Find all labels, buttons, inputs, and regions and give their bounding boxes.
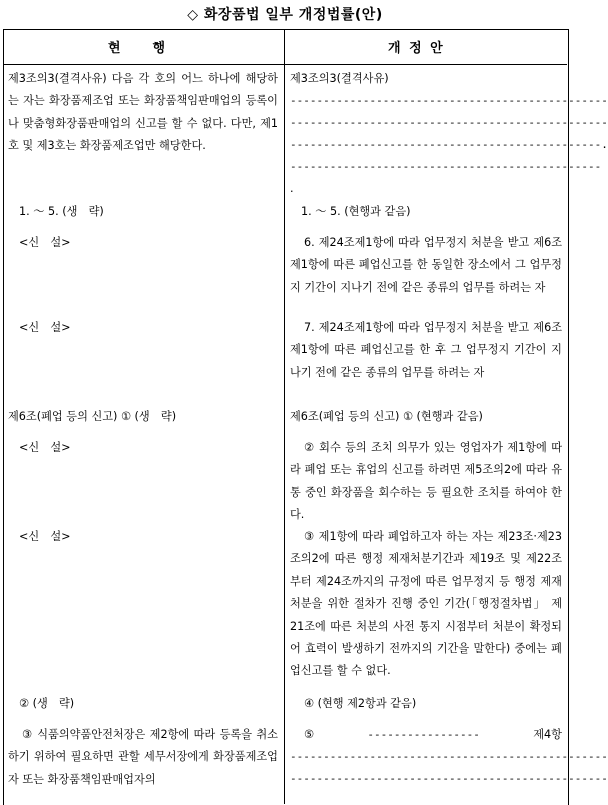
header-divider bbox=[3, 64, 567, 65]
art3-proposed bbox=[290, 68, 608, 201]
dash-line: ----------------------------------------------- bbox=[290, 160, 602, 174]
new-label: <신 설> bbox=[19, 236, 71, 249]
art6-5-number: ⑤ bbox=[304, 728, 315, 741]
items1to5-proposed: 1. ～ 5. (현행과 같음) bbox=[301, 205, 411, 218]
header-current: 현 행 bbox=[108, 41, 168, 56]
dash-line: ------------------------------------------------ bbox=[290, 94, 608, 108]
art6-proposed: 제6조(폐업 등의 신고) ① (현행과 같음) bbox=[290, 410, 483, 423]
new-label: <신 설> bbox=[19, 321, 71, 334]
header-proposed: 개 정 안 bbox=[388, 41, 445, 56]
new-label: <신 설> bbox=[19, 530, 71, 543]
page-title: ◇ 화장품법 일부 개정법률(안) bbox=[187, 7, 383, 23]
art6-3-current: ③ 식품의약품안전처장은 제2항에 따라 등록을 취소하기 위하여 필요하면 관할 세무서장에게 화장품제조업자 또는 화장품책임판매업자의 bbox=[8, 728, 278, 786]
art6-3-proposed: ③ 제1항에 따라 폐업하고자 하는 자는 제23조·제23조의2에 따른 행정 제재처분기간과 제19조 및 제22조부터 제24조까지의 규정에 따른 업무정지 등 행정 제재처분을 위한 절차가 진행 중인 기간(「행정절차법」 제21조에 따른 처분의 사전 통지 시점부터 처분이 확정되어 효력이 발생하기 전까지의 기간을 말한다) 중에는 폐업신고를 할 수 없다. bbox=[290, 530, 562, 678]
item7-proposed: 7. 제24조제1항에 따라 업무정지 처분을 받고 제6조제1항에 따른 폐업신고를 한 후 그 업무정지 기간이 지나기 전에 같은 종류의 업무를 하려는 자 bbox=[290, 321, 562, 379]
art6-4-proposed: ④ (현행 제2항과 같음) bbox=[304, 697, 417, 710]
art3-current-text: 제3조의3(결격사유) 다음 각 호의 어느 하나에 해당하는 자는 화장품제조업 또는 화장품책임판매업의 등록이나 맞춤형화장품판매업의 신고를 할 수 없다. 다만, 제1호 및 제3호는 화장품제조업만 해당한다. bbox=[8, 72, 278, 153]
art3-proposed-heading: 제3조의3(결격사유) bbox=[290, 72, 389, 85]
dash-line: ----------------- bbox=[367, 728, 480, 741]
dash-line: ------------------------------------------------ bbox=[290, 116, 608, 130]
dash-line: ------------------------------------------------ bbox=[290, 750, 608, 764]
art6-current: 제6조(폐업 등의 신고) ① (생 략) bbox=[8, 410, 177, 423]
art6-5-first-line bbox=[290, 724, 562, 746]
art6-2-current: ② (생 략) bbox=[19, 697, 75, 710]
dash-line: ------------------------------------------------ bbox=[290, 772, 608, 786]
items1to5-current: 1. ～ 5. (생 략) bbox=[19, 205, 104, 218]
column-divider bbox=[284, 29, 285, 804]
art6-2-proposed: ② 회수 등의 조치 의무가 있는 영업자가 제1항에 따라 폐업 또는 휴업의 신고를 하려면 제5조의2에 따라 유통 중인 화장품을 회수하는 등 필요한 조치를 하여야 한다. bbox=[290, 441, 562, 522]
item6-proposed: 6. 제24조제1항에 따라 업무정지 처분을 받고 제6조제1항에 따른 폐업신고를 한 동일한 장소에서 그 업무정지 기간이 지나기 전에 같은 종류의 업무를 하려는 자 bbox=[290, 236, 562, 294]
new-label: <신 설> bbox=[19, 441, 71, 454]
art3-proposed-end: . bbox=[290, 182, 294, 196]
dash-line: -----------------------------------------------. bbox=[290, 138, 608, 152]
art6-5-proposed bbox=[290, 724, 608, 790]
art6-5-ref: 제4항 bbox=[533, 728, 562, 741]
